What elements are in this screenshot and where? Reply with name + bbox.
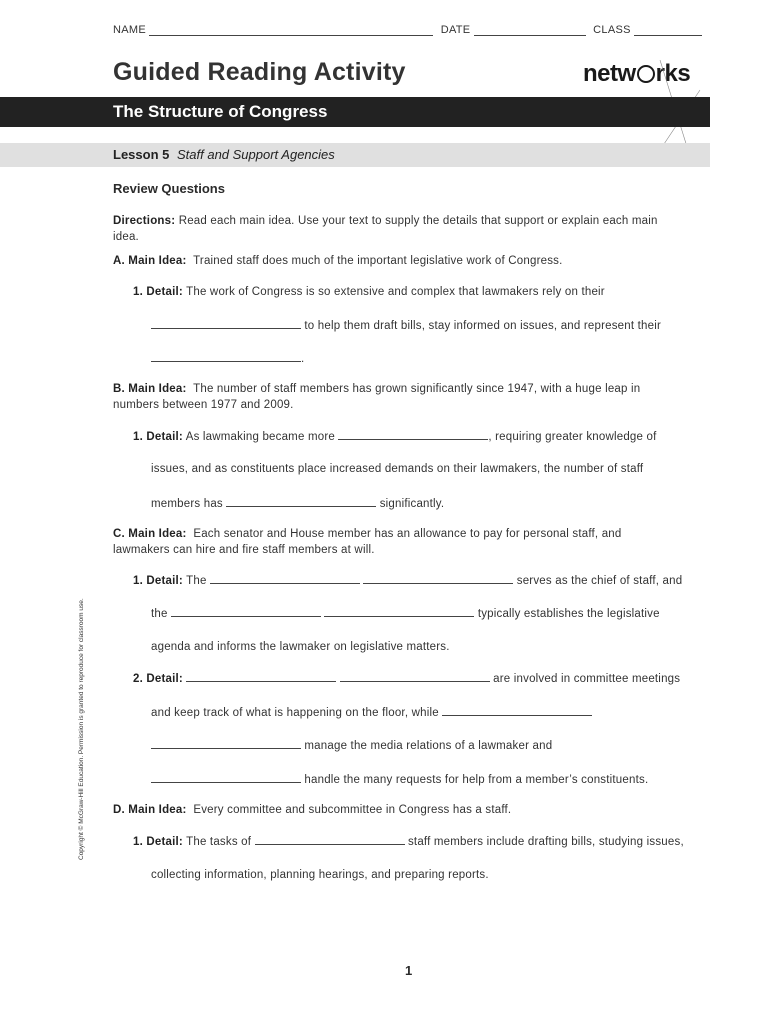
subtitle: The Structure of Congress — [113, 102, 328, 121]
blank-b1-2[interactable] — [226, 495, 376, 507]
main-idea-c-text: Each senator and House member has an allowance to pay for personal staff, and lawmakers can hire and fire staff members at will. — [113, 528, 622, 556]
detail-c2-text-b: and keep track of what is happening on the floor, while — [151, 707, 439, 719]
detail-b1-text-e: significantly. — [379, 498, 445, 510]
blank-c1-2[interactable] — [363, 572, 513, 584]
main-idea-b-text: The number of staff members has grown significantly since 1947, with a huge leap in numbers between 1977 and 2009. — [113, 383, 641, 411]
detail-c2-line2 — [151, 704, 592, 721]
lesson-label: Lesson 5 — [113, 147, 170, 162]
blank-d1-1[interactable] — [255, 833, 405, 845]
detail-b1-text-d: members has — [151, 498, 223, 510]
detail-c1-line1 — [133, 572, 682, 589]
detail-d1-line2 — [151, 867, 489, 883]
detail-c2-line1 — [133, 670, 680, 687]
main-idea-d-label: D. Main Idea: — [113, 804, 187, 816]
detail-a1-line3 — [151, 350, 304, 367]
detail-c1-text-e: agenda and informs the lawmaker on legislative matters. — [151, 641, 450, 653]
detail-c1-text-d: typically establishes the legislative — [477, 608, 660, 620]
detail-d1-line1 — [133, 833, 684, 850]
class-field[interactable] — [634, 25, 702, 36]
name-field[interactable] — [149, 25, 433, 36]
detail-d1-text-b: staff members include drafting bills, studying issues, — [407, 836, 684, 848]
detail-d1-text-a: The tasks of — [186, 836, 252, 848]
detail-c2-line3 — [151, 737, 552, 754]
detail-c2-label: 2. Detail: — [133, 673, 183, 685]
detail-c2-text-a: are involved in committee meetings — [493, 673, 681, 685]
directions — [113, 213, 673, 245]
blank-c2-1[interactable] — [186, 670, 336, 682]
blank-c2-2[interactable] — [340, 670, 490, 682]
detail-c1-text-c: the — [151, 608, 168, 620]
detail-b1-text-c: issues, and as constituents place increased demands on their lawmakers, the number of staff — [151, 463, 644, 475]
detail-a1-text-b: to help them draft bills, stay informed on issues, and represent their — [304, 320, 662, 332]
detail-b1-line3 — [151, 495, 444, 512]
detail-a1-text-c: . — [301, 353, 305, 365]
detail-a1-text-a: The work of Congress is so extensive and complex that lawmakers rely on their — [186, 286, 605, 298]
detail-c1-text-b: serves as the chief of staff, and — [516, 575, 683, 587]
main-idea-a — [113, 253, 693, 269]
blank-a1-1[interactable] — [151, 317, 301, 329]
detail-c1-line2 — [151, 605, 660, 622]
blank-c1-1[interactable] — [210, 572, 360, 584]
detail-b1-line1 — [133, 428, 657, 445]
logo-text-pre: netw — [583, 60, 636, 87]
detail-c1-label: 1. Detail: — [133, 575, 183, 587]
blank-c2-3[interactable] — [442, 704, 592, 716]
detail-d1-text-c: collecting information, planning hearings, and preparing reports. — [151, 869, 489, 881]
detail-a1-line1 — [133, 284, 605, 300]
page-title: Guided Reading Activity — [113, 58, 406, 86]
detail-b1-text-a: As lawmaking became more — [185, 431, 335, 443]
detail-b1-label: 1. Detail: — [133, 431, 183, 443]
page-number: 1 — [405, 963, 413, 978]
copyright-notice: Copyright © McGraw-Hill Education. Permission is granted to reproduce for classroom use. — [78, 598, 85, 860]
lesson-name: Staff and Support Agencies — [176, 147, 335, 162]
blank-c2-5[interactable] — [151, 771, 301, 783]
detail-a1-line2 — [151, 317, 661, 334]
review-heading: Review Questions — [113, 181, 225, 196]
detail-c2-line4 — [151, 771, 648, 788]
main-idea-d-text: Every committee and subcommittee in Congress has a staff. — [193, 804, 512, 816]
main-idea-b — [113, 381, 683, 413]
directions-label: Directions: — [113, 215, 176, 227]
detail-b1-text-b: , requiring greater knowledge of — [488, 431, 657, 443]
blank-c1-3[interactable] — [171, 605, 321, 617]
subtitle-bar — [0, 97, 710, 127]
blank-a1-2[interactable] — [151, 350, 301, 362]
main-idea-d — [113, 802, 673, 818]
main-idea-c-label: C. Main Idea: — [113, 528, 187, 540]
class-label: CLASS — [593, 24, 631, 36]
main-idea-a-label: A. Main Idea: — [113, 255, 187, 267]
directions-text: Read each main idea. Use your text to supply the details that support or explain each main idea. — [113, 215, 658, 243]
blank-c2-4[interactable] — [151, 737, 301, 749]
date-field[interactable] — [474, 25, 586, 36]
main-idea-c — [113, 526, 673, 558]
detail-c2-text-d: handle the many requests for help from a member’s constituents. — [304, 774, 649, 786]
detail-c1-line3 — [151, 639, 450, 655]
header-fields — [113, 24, 702, 36]
detail-c2-text-c: manage the media relations of a lawmaker and — [304, 740, 553, 752]
detail-d1-label: 1. Detail: — [133, 836, 183, 848]
lesson-bar — [0, 143, 710, 167]
detail-a1-label: 1. Detail: — [133, 286, 183, 298]
logo-text-post: rks — [655, 60, 691, 87]
blank-b1-1[interactable] — [338, 428, 488, 440]
main-idea-a-text: Trained staff does much of the important legislative work of Congress. — [193, 255, 563, 267]
detail-b1-line2 — [151, 461, 643, 477]
name-label: NAME — [113, 24, 146, 36]
detail-c1-text-a: The — [186, 575, 207, 587]
date-label: DATE — [440, 24, 471, 36]
blank-c1-4[interactable] — [324, 605, 474, 617]
main-idea-b-label: B. Main Idea: — [113, 383, 187, 395]
